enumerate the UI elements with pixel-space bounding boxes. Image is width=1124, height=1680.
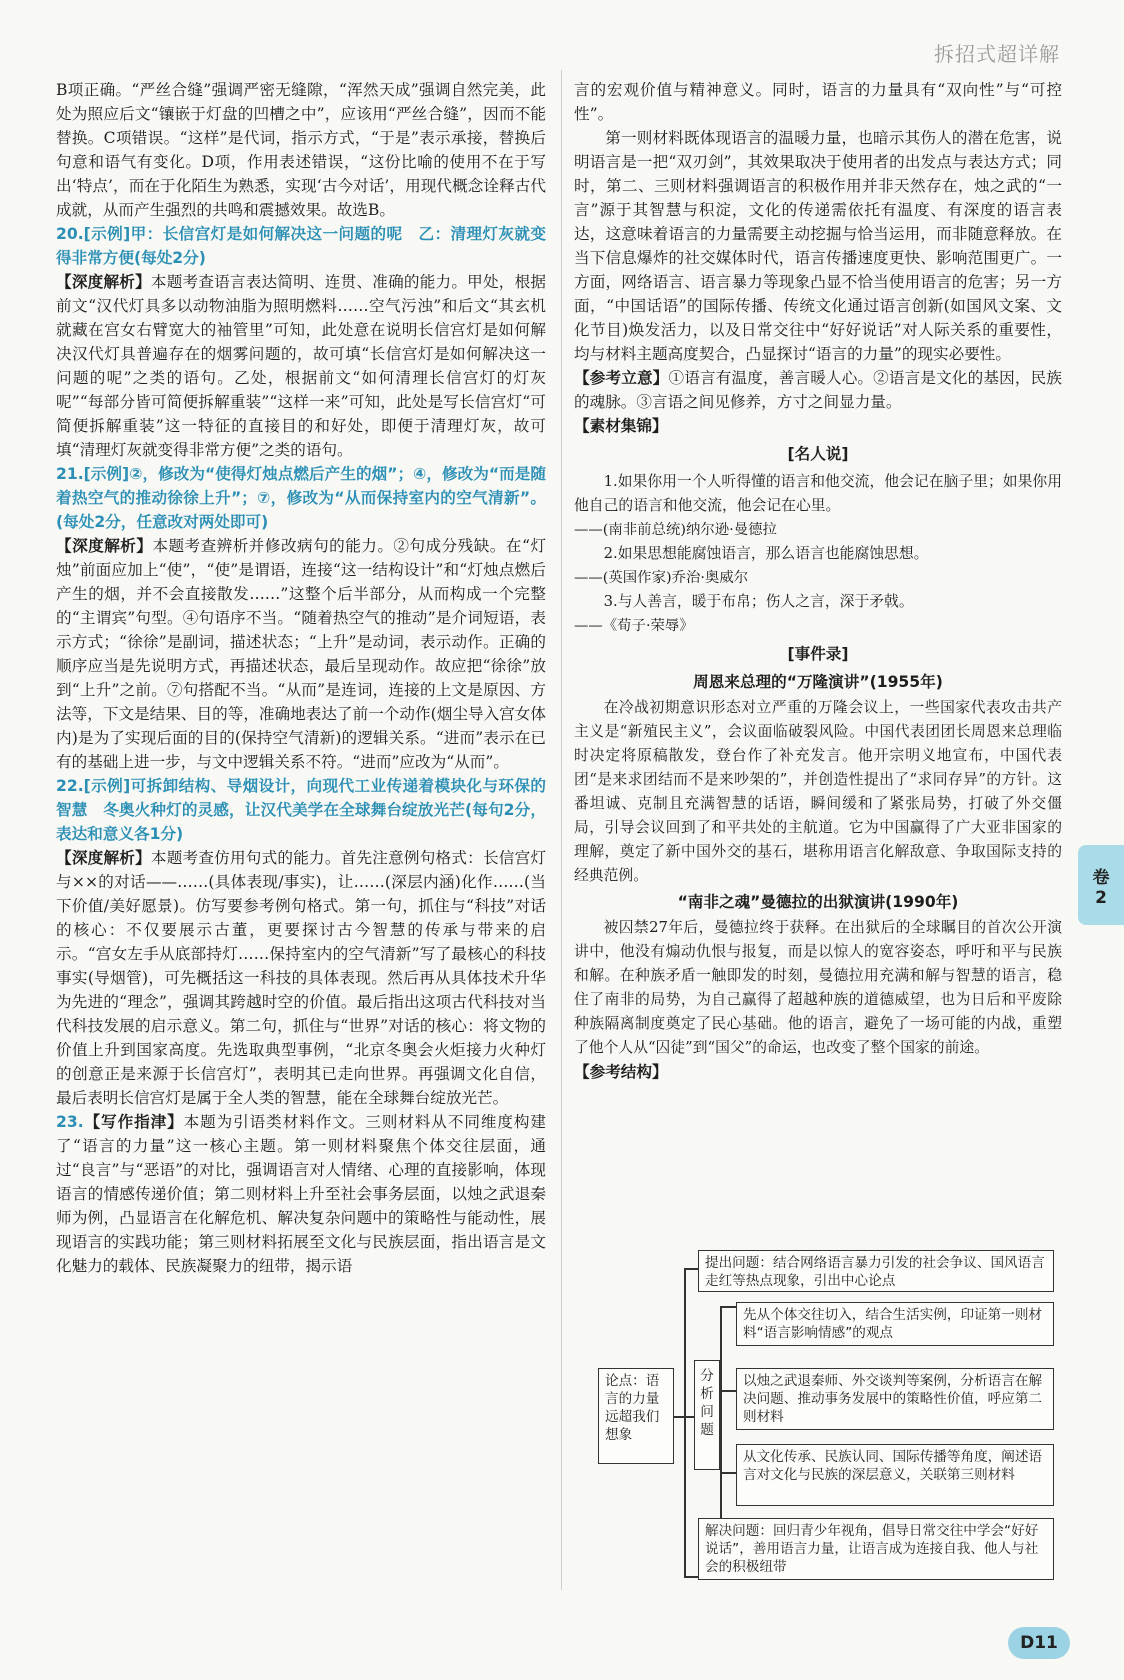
analysis-text: 本题考查辨析并修改病句的能力。②句成分残缺。在“灯烛”前面应加上“使”，“使”是谓语，连接“这一结构设计”和“灯烛点燃后产生的烟，并不会直接散发……”这整个后半部分，从而构成一个完整的“主谓宾”句型。④句语序不当。“随着热空气的推动”是介词短语，表示方式；“徐徐”是副词，描述状态；“上升”是动词，表示动作。正确的顺序应当是先说明方式，再描述状态，最后呈现动作。故应把“徐徐”放到“上升”之前。⑦句搭配不当。“从而”是连词，连接的上文是原因、方法等，下文是结果、目的等，准确地表达了前一个动作(烟尘导入宫女体内)是为了实现后面的目的(保持空气清新)的逻辑关系。“进而”表示在已有的基础上进一步，与文中逻辑关系不符。“进而”应改为“从而”。 (56, 537, 546, 771)
answer-example: [示例]可拆卸结构、导烟设计，向现代工业传递着模块化与环保的智慧 冬奥火种灯的灵感，让汉代美学在全球舞台绽放光芒(每句2分，表达和意义各1分) (56, 777, 546, 843)
question-number: 23. (56, 1113, 84, 1131)
material-tag: 【素材集锦】 (574, 417, 668, 435)
analysis-tag: 【深度解析】 (56, 849, 151, 867)
connector (720, 1306, 736, 1308)
connector (684, 1576, 698, 1578)
right-column (574, 78, 1062, 1084)
paragraph-option-b: B项正确。“严丝合缝”强调严密无缝隙，“浑然天成”强调自然完美，此处为照应后文“镶嵌于灯盘的凹槽之中”，应该用“严丝合缝”，因而不能替换。C项错误。“这样”是代词，指示方式，“于是”表示承接，替换后句意和语气有变化。D项，作用表述错误，“这份比喻的使用不在于写出‘特点’，而在于化陌生为熟悉，实现‘古今对话’，用现代概念诠释古代成就，从而产生强烈的共鸣和震撼效果。故选B。 (56, 81, 546, 219)
analysis-box-3: 从文化传承、民族认同、国际传播等角度，阐述语言对文化与民族的深层意义，关联第三则材料 (736, 1444, 1054, 1506)
connector (720, 1306, 722, 1542)
structure-diagram (598, 1250, 1054, 1590)
thesis-box: 论点：语言的力量远超我们想象 (598, 1368, 674, 1464)
question-number: 22. (56, 777, 84, 795)
quote-3-source: ——《荀子·荣辱》 (574, 618, 694, 634)
quote-2: 2.如果思想能腐蚀语言，那么语言也能腐蚀思想。 (603, 545, 929, 562)
analysis-box-2: 以烛之武退秦师、外交谈判等案例，分析语言在解决问题、推动事务发展中的策略性价值，呼应第二则材料 (736, 1368, 1054, 1430)
idea-text: ①语言有温度，善言暖人心。②语言是文化的基因，民族的魂脉。③言语之间见修养，方寸之间显力量。 (574, 369, 1062, 411)
volume-tab-label: 卷 (1092, 867, 1110, 888)
analysis-22 (56, 846, 546, 1110)
quote-1: 1.如果你用一个人听得懂的语言和他交流，他会记在脑子里；如果你用他自己的语言和他交流，他会记在心里。 (574, 473, 1062, 514)
event-1-text: 在冷战初期意识形态对立严重的万隆会议上，一些国家代表攻击共产主义是“新殖民主义”，会议面临破裂风险。中国代表团团长周恩来总理临时决定将原稿散发，登台作了补充发言。他开宗明义地宣布，中国代表团“是来求团结而不是来吵架的”，并创造性提出了“求同存异”的方针。这番坦诚、克制且充满智慧的话语，瞬间缓和了紧张局势，打破了外交僵局，引导会议回到了和平共处的主航道。它为中国赢得了广大亚非国家的理解，奠定了新中国外交的基石，堪称用语言化解敌意、争取国际支持的经典范例。 (574, 699, 1062, 884)
event-1-title: 周恩来总理的“万隆演讲”(1955年) (693, 673, 943, 691)
connector (720, 1390, 736, 1392)
question-20 (56, 222, 546, 270)
analyze-box: 分析问题 (694, 1360, 720, 1470)
answer-example: [示例]甲：长信宫灯是如何解决这一问题的呢 乙：清理灯灰就变得非常方便(每处2分) (56, 225, 546, 267)
connector (720, 1472, 736, 1474)
answer-example: [示例]②，修改为“使得灯烛点燃后产生的烟”；④，修改为“而是随着热空气的推动徐徐上升”；⑦，修改为“从而保持室内的空气清新”。(每处2分，任意改对两处即可) (56, 465, 546, 531)
reference-idea (574, 366, 1062, 414)
quote-1-source: ——(南非前总统)纳尔逊·曼德拉 (574, 522, 777, 538)
question-23 (56, 1110, 546, 1278)
quote-3: 3.与人善言，暖于布帛；伤人之言，深于矛戟。 (603, 593, 914, 610)
event-2-title: “南非之魂”曼德拉的出狱演讲(1990年) (677, 893, 959, 911)
paragraph-continuation: 言的宏观价值与精神意义。同时，语言的力量具有“双向性”与“可控性”。 (574, 81, 1062, 123)
header-title: 拆招式超详解 (934, 42, 1060, 66)
analysis-20 (56, 270, 546, 462)
quote-2-source: ——(英国作家)乔治·奥威尔 (574, 570, 749, 586)
analysis-box-1: 先从个体交往切入，结合生活实例，印证第一则材料“语言影响情感”的观点 (736, 1302, 1054, 1346)
question-22 (56, 774, 546, 846)
analysis-text: 本题考查仿用句式的能力。首先注意例句格式：长信宫灯与××的对话——……(具体表现/事实)，让……(深层内涵)化作……(当下价值/美好愿景)。仿写要参考例句格式。第一句，抓住与“科技”对话的核心：不仅要展示古董，更要探讨古今智慧的传承与带来的启示。“宫女左手从底部持灯……保持室内的空气清新”写了最核心的科技事实(导烟管)，可先概括这一科技的具体表现。然后再从具体技术升华为先进的“理念”，强调其跨越时空的价值。最后指出这项古代科技对当代科技发展的启示意义。第二句，抓住与“世界”对话的核心：将文物的价值上升到国家高度。先选取典型事例，“北京冬奥会火炬接力火种灯的创意正是来源于长信宫灯”，表明其已走向世界。再强调文化自信，最后表明长信宫灯是属于全人类的智慧，能在全球舞台绽放光芒。 (56, 849, 546, 1107)
event-2-text: 被囚禁27年后，曼德拉终于获释。在出狱后的全球瞩目的首次公开演讲中，他没有煽动仇恨与报复，而是以惊人的宽容姿态，呼吁和平与民族和解。在种族矛盾一触即发的时刻，曼德拉用充满和解与智慧的语言，稳住了南非的局势，为自己赢得了超越种族的道德威望，也为日后和平废除种族隔离制度奠定了民心基础。他的语言，避免了一场可能的内战，重塑了他个人从“囚徒”到“国父”的命运，也改变了整个国家的前途。 (574, 919, 1062, 1056)
page-number: D11 (1008, 1627, 1070, 1659)
structure-tag: 【参考结构】 (574, 1063, 668, 1081)
idea-tag: 【参考立意】 (574, 369, 669, 387)
connector (684, 1268, 698, 1270)
question-number: 21. (56, 465, 84, 483)
solve-box: 解决问题：回归青少年视角，倡导日常交往中学会“好好说话”，善用语言力量，让语言成为连接自我、他人与社会的积极纽带 (698, 1518, 1054, 1580)
analysis-21 (56, 534, 546, 774)
volume-tab (1078, 845, 1124, 925)
analysis-tag: 【深度解析】 (56, 273, 151, 291)
analysis-text: 本题考查语言表达简明、连贯、准确的能力。甲处，根据前文“汉代灯具多以动物油脂为照明燃料……空气污浊”和后文“其玄机就藏在宫女右臂宽大的袖管里”可知，此处意在说明长信宫灯是如何解决汉代灯具普遍存在的烟雾问题的，故可填“长信宫灯是如何解决这一问题的呢”之类的语句。乙处，根据前文“如何清理长信宫灯的灯灰呢”“每部分皆可简便拆解重装”“这样一来”可知，此处是写长信宫灯“可简便拆解重装”这一特征的直接目的和好处，即便于清理灯灰，故可填“清理灯灰就变得非常方便”之类的语句。 (56, 273, 546, 459)
writing-text: 本题为引语类材料作文。三则材料从不同维度构建了“语言的力量”这一核心主题。第一则材料聚焦个体交往层面，通过“良言”与“恶语”的对比，强调语言对人情绪、心理的直接影响，体现语言的情感传递价值；第二则材料上升至社会事务层面，以烛之武退秦师为例，凸显语言在化解危机、解决复杂问题中的策略性与能动性，展现语言的实践功能；第三则材料拓展至文化与民族层面，指出语言是文化魅力的载体、民族凝聚力的纽带，揭示语 (56, 1113, 546, 1275)
connector (684, 1268, 686, 1576)
famous-quotes-title: [名人说] (787, 445, 849, 463)
volume-tab-number: 2 (1095, 887, 1107, 908)
events-title: [事件录] (787, 645, 849, 663)
column-divider (561, 70, 562, 1590)
question-21 (56, 462, 546, 534)
left-column (56, 78, 546, 1278)
writing-tag: 【写作指津】 (83, 1113, 184, 1131)
paragraph-analysis: 第一则材料既体现语言的温暖力量，也暗示其伤人的潜在危害，说明语言是一把“双刃剑”，其效果取决于使用者的出发点与表达方式；同时，第二、三则材料强调语言的积极作用并非天然存在，烛之武的“一言”源于其智慧与积淀，文化的传递需依托有温度、有深度的语言表达，这意味着语言的力量需要主动挖掘与恰当运用，而非随意释放。在当下信息爆炸的社交媒体时代，语言传播速度更快、影响范围更广。一方面，网络语言、语言暴力等现象凸显不恰当使用语言的危害；另一方面，“中国话语”的国际传播、传统文化通过语言创新(如国风文案、文化节目)焕发活力，以及日常交往中“好好说话”对人际关系的重要性，均与材料主题高度契合，凸显探讨“语言的力量”的现实必要性。 (574, 129, 1062, 363)
question-number: 20. (56, 225, 84, 243)
propose-box: 提出问题：结合网络语言暴力引发的社会争议、国风语言走红等热点现象，引出中心论点 (698, 1250, 1054, 1292)
analysis-tag: 【深度解析】 (56, 537, 153, 555)
